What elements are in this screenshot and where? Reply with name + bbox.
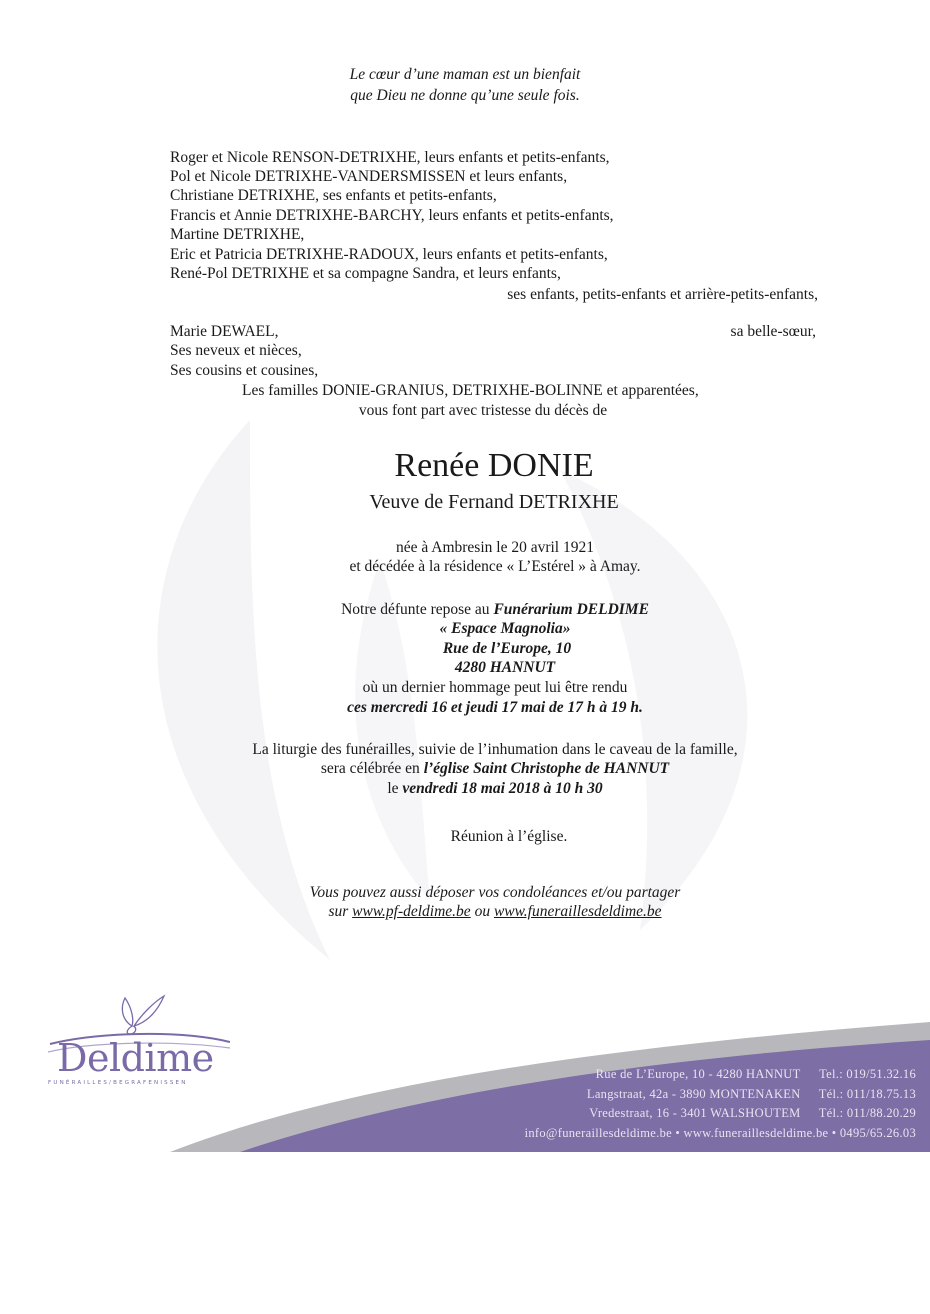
rest-city: 4280 HANNUT: [454, 659, 556, 676]
born-line: née à Ambresin le 20 avril 1921: [395, 539, 594, 556]
epigraph-line-2: que Dieu ne donne qu’une seule fois.: [350, 87, 580, 104]
deceased-subtitle: Veuve de Fernand DETRIXHE: [369, 491, 619, 513]
announce-line: vous font part avec tristesse du décès de: [358, 402, 608, 419]
footer-phone: Tel.: 019/51.32.16: [819, 1067, 916, 1081]
relative-relation: sa belle-sœur,: [730, 323, 816, 340]
footer-contact-line: info@funeraillesdeldime.be • www.funeraillesdeldime.be • 0495/65.26.03: [524, 1125, 916, 1140]
website-link-1[interactable]: www.pf-deldime.be: [352, 903, 471, 920]
reunion-line: Réunion à l’église.: [450, 828, 568, 845]
footer-phone: Tél.: 011/88.20.29: [818, 1106, 916, 1120]
liturgy-line-3: [30, 779, 930, 798]
family-suffix: ses enfants, petits-enfants et arrière-petits-enfants,: [507, 286, 818, 303]
condolences-line-1: Vous pouvez aussi déposer vos condoléances et/ou partager: [309, 884, 681, 901]
family-line: René-Pol DETRIXHE et sa compagne Sandra, et leurs enfants,: [170, 265, 561, 282]
cousins-line: Ses cousins et cousines,: [170, 362, 319, 379]
footer-address: Langstraat, 42a - 3890 MONTENAKEN: [586, 1086, 801, 1101]
logo-name: Deldime: [57, 1036, 214, 1080]
family-line: Francis et Annie DETRIXHE-BARCHY, leurs enfants et petits-enfants,: [170, 207, 614, 224]
visit-dates: ces mercredi 16 et jeudi 17 mai de 17 h à 19 h.: [347, 699, 643, 716]
nephews-line: Ses neveux et nièces,: [170, 342, 302, 359]
died-line: et décédée à la résidence « L’Estérel » à Amay.: [349, 558, 641, 575]
ceremony-date: vendredi 18 mai 2018 à 10 h 30: [402, 780, 603, 797]
relative-name: Marie DEWAEL,: [170, 323, 279, 340]
condolences-prefix: sur: [328, 903, 353, 920]
footer-address-row: [525, 1065, 916, 1085]
website-link-2[interactable]: www.funeraillesdeldime.be: [493, 903, 662, 920]
family-line: Martine DETRIXHE,: [170, 226, 305, 243]
church-name: l’église Saint Christophe de HANNUT: [423, 760, 670, 777]
condolences-mid: ou: [470, 903, 494, 920]
families-line: Les familles DONIE-GRANIUS, DETRIXHE-BOLINNE et apparentées,: [242, 382, 699, 399]
condolences-line-2: [30, 902, 930, 921]
rest-space: « Espace Magnolia»: [439, 620, 571, 637]
funeral-home-name: Funérarium DELDIME: [493, 601, 649, 618]
liturgy-line-1: La liturgie des funérailles, suivie de l’inhumation dans le caveau de la famille,: [252, 741, 738, 758]
footer-address-row: [525, 1085, 916, 1105]
footer-address: Vredestraat, 16 - 3401 WALSHOUTEM: [589, 1106, 801, 1120]
family-line: Pol et Nicole DETRIXHE-VANDERSMISSEN et leurs enfants,: [170, 168, 568, 185]
footer-address: Rue de L’Europe, 10 - 4280 HANNUT: [595, 1067, 801, 1081]
rest-intro-line: [30, 600, 930, 619]
liturgy-prefix: sera célébrée en: [320, 760, 424, 777]
homage-line: où un dernier hommage peut lui être rendu: [362, 679, 628, 696]
footer-contacts: [525, 1065, 916, 1143]
family-line: Eric et Patricia DETRIXHE-RADOUX, leurs enfants et petits-enfants,: [170, 246, 608, 263]
deceased-name: Renée DONIE: [394, 447, 594, 484]
family-line: Christiane DETRIXHE, ses enfants et petits-enfants,: [170, 187, 497, 204]
logo-subtitle: FUNÉRAILLES/BEGRAFENISSEN: [48, 1080, 188, 1086]
rest-intro: Notre défunte repose au: [341, 601, 494, 618]
family-line: Roger et Nicole RENSON-DETRIXHE, leurs enfants et petits-enfants,: [170, 149, 610, 166]
liturgy-line-2: [30, 759, 930, 778]
rest-street: Rue de l’Europe, 10: [442, 640, 572, 657]
liturgy-date-prefix: le: [387, 780, 403, 797]
footer-address-row: [525, 1104, 916, 1124]
footer-phone: Tél.: 011/18.75.13: [818, 1086, 916, 1101]
epigraph-line-1: Le cœur d’une maman est un bienfait: [349, 66, 581, 83]
